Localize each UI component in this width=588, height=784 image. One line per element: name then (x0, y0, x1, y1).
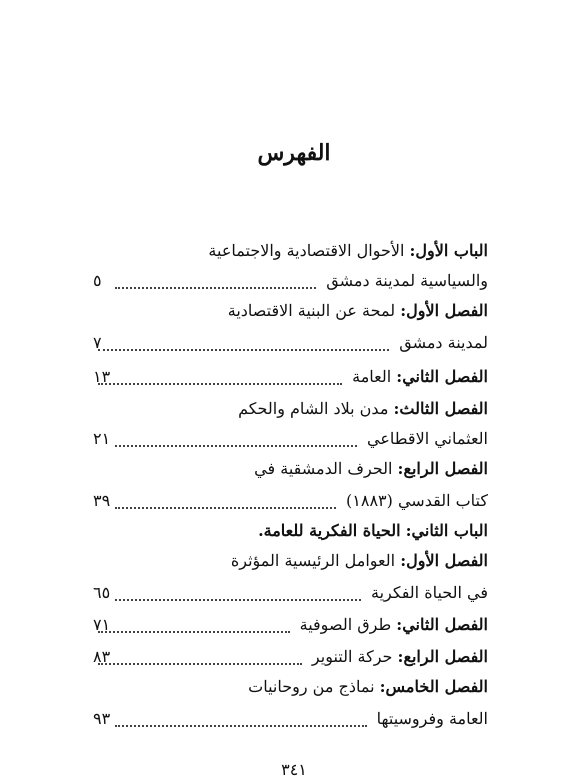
toc-entry (105, 268, 488, 294)
dot-leader (115, 273, 316, 289)
toc-text: والسياسية لمدينة دمشق (326, 271, 488, 290)
toc-entry (105, 488, 488, 514)
toc-text: كتاب القدسي (١٨٨٣) (346, 491, 488, 510)
toc-label: الفصل الخامس: (379, 677, 488, 696)
toc-entry (88, 330, 488, 356)
toc-label: الفصل الرابع: (397, 459, 488, 478)
toc-entry (105, 426, 488, 452)
toc-page-number: ٩٣ (93, 709, 111, 728)
toc-chapter-heading (88, 456, 488, 482)
toc-text: الأحوال الاقتصادية والاجتماعية (208, 241, 405, 260)
toc-text: الحرف الدمشقية في (254, 459, 393, 478)
toc-label: الفصل الثالث: (393, 399, 488, 418)
toc-label: الفصل الأول: (400, 551, 488, 570)
toc-text: نماذج من روحانيات (248, 677, 375, 696)
toc-page-number: ٧ (93, 333, 102, 352)
toc-chapter-heading (88, 396, 488, 422)
dot-leader (98, 369, 342, 385)
toc-text: لمدينة دمشق (399, 333, 488, 352)
toc-label: الباب الأول: (409, 241, 488, 260)
toc-text: لمحة عن البنية الاقتصادية (227, 301, 396, 320)
toc-entry (88, 644, 488, 670)
toc-page-number: ٦٥ (93, 583, 111, 602)
toc-page-number: ٢١ (93, 429, 111, 448)
toc-text: في الحياة الفكرية (371, 583, 488, 602)
toc-text: العوامل الرئيسية المؤثرة (230, 551, 396, 570)
toc-text: العامة وفروسيتها (376, 709, 488, 728)
page-title: الفهرس (257, 140, 331, 166)
toc-page-number: ٣٩ (93, 491, 111, 510)
toc-page-number: ١٣ (93, 367, 111, 386)
toc-page-number: ٥ (93, 271, 102, 290)
toc-text: العثماني الاقطاعي (367, 429, 488, 448)
page-number: ٣٤١ (281, 760, 307, 779)
toc-label: الفصل الأول: (400, 301, 488, 320)
toc-label: الباب الثاني: (405, 521, 488, 540)
toc-text: حركة التنوير (311, 647, 393, 666)
toc-text: طرق الصوفية (299, 615, 392, 634)
dot-leader (115, 711, 367, 727)
dot-leader (98, 335, 389, 351)
toc-entry (88, 612, 488, 638)
toc-page-number: ٧١ (93, 615, 111, 634)
toc-chapter-heading (88, 548, 488, 574)
toc-label: الفصل الرابع: (397, 647, 488, 666)
toc-entry (105, 706, 488, 732)
toc-text: العامة (352, 367, 392, 386)
toc-part-heading (88, 238, 488, 264)
dot-leader (115, 585, 361, 601)
toc-label: الفصل الثاني: (396, 367, 488, 386)
toc-chapter-heading (88, 674, 488, 700)
toc-text: مدن بلاد الشام والحكم (238, 399, 389, 418)
toc-part-heading (88, 518, 488, 544)
toc-entry (105, 580, 488, 606)
toc-page-number: ٨٣ (93, 647, 111, 666)
dot-leader (115, 431, 357, 447)
toc-label: الفصل الثاني: (396, 615, 488, 634)
dot-leader (115, 493, 336, 509)
toc-text: الحياة الفكرية للعامة. (258, 521, 401, 540)
toc-entry (88, 364, 488, 390)
toc-chapter-heading (88, 298, 488, 324)
